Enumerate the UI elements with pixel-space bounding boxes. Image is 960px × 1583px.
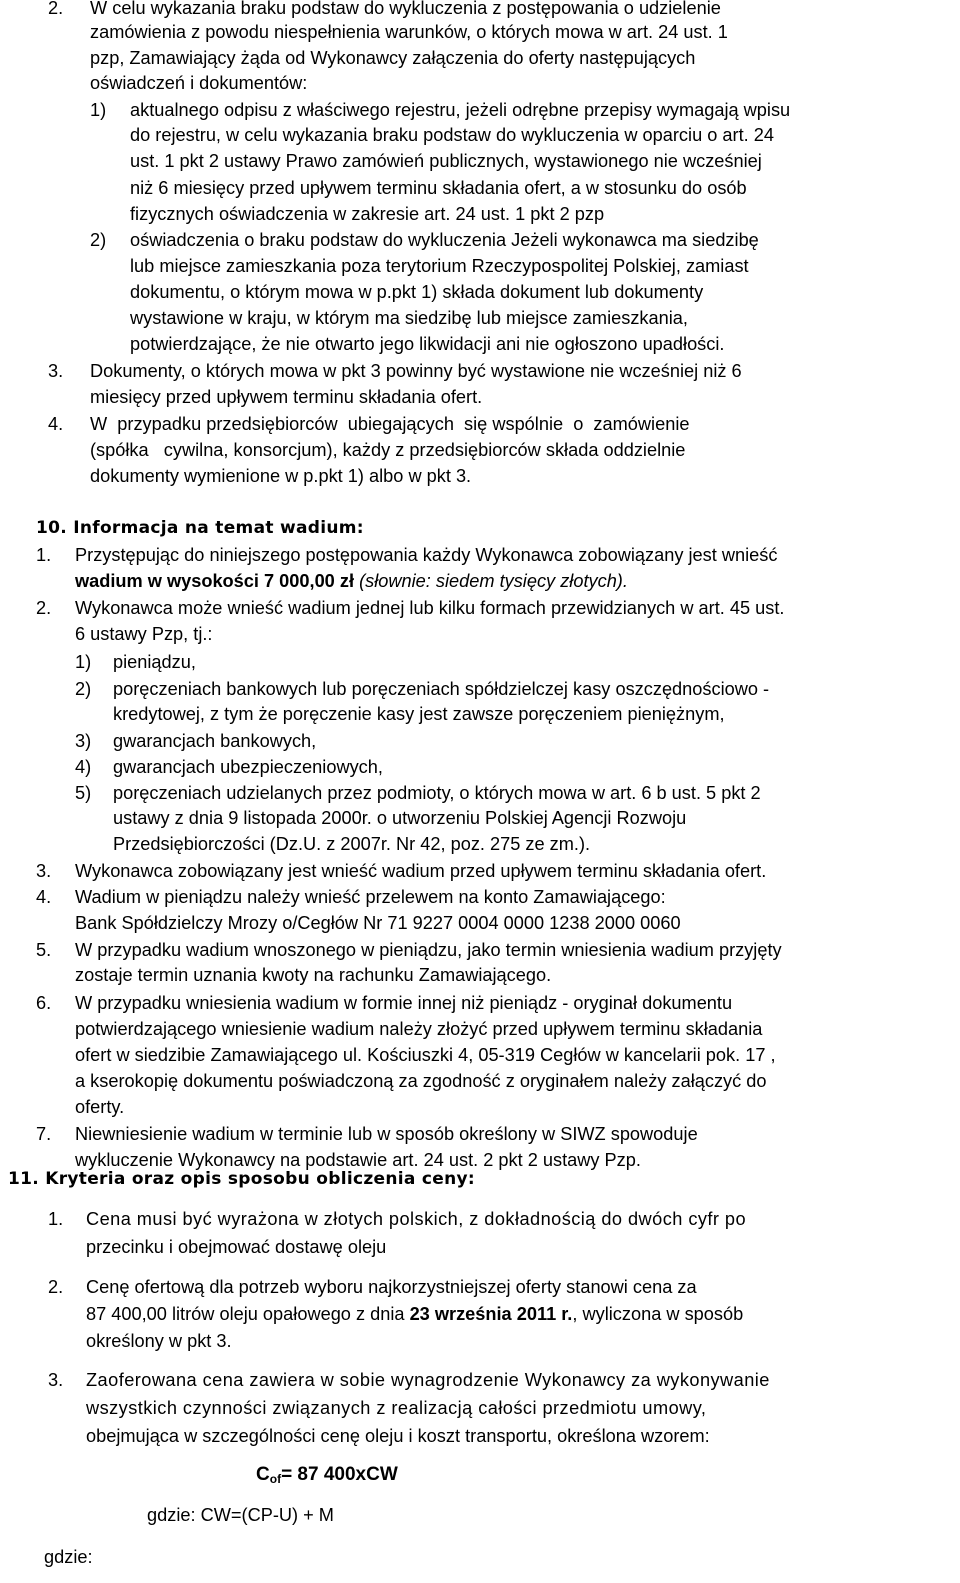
- text-line: wystawione w kraju, w którym ma siedzibę lub miejsce zamieszkania,: [130, 308, 688, 328]
- text-line: Zaoferowana cena zawiera w sobie wynagrodzenie Wykonawcy za wykonywanie: [86, 1370, 770, 1390]
- text-line: W przypadku przedsiębiorców ubiegających się wspólnie o zamówienie: [90, 414, 690, 434]
- list-number: 3.: [48, 361, 64, 381]
- text-line: W celu wykazania braku podstaw do wykluczenia z postępowania o udzielenie: [90, 0, 721, 18]
- text-segment: 87 400,00 litrów oleju opałowego z dnia: [86, 1304, 410, 1324]
- text-line: potwierdzające, że nie otwarto jego likwidacji ani nie ogłoszono upadłości.: [130, 334, 725, 354]
- list-number: 3.: [36, 861, 52, 881]
- text-line: zamówienia z powodu niespełnienia warunków, o których mowa w art. 24 ust. 1: [90, 22, 728, 42]
- section-heading: 10. Informacja na temat wadium:: [36, 518, 364, 538]
- section-heading: 11. Kryteria oraz opis sposobu obliczenia ceny:: [8, 1169, 475, 1189]
- text-line: wykluczenie Wykonawcy na podstawie art. 24 ust. 2 pkt 2 ustawy Pzp.: [75, 1150, 641, 1170]
- list-number: 1.: [48, 1209, 64, 1229]
- text-line: dokumentu, o którym mowa w p.pkt 1) składa dokument lub dokumenty: [130, 282, 704, 302]
- text-line: Wykonawca może wnieść wadium jednej lub kilku formach przewidzianych w art. 45 ust.: [75, 598, 785, 618]
- text-line: niż 6 miesięcy przed upływem terminu składania ofert, a w stosunku do osób: [130, 178, 747, 198]
- text-line: ustawy z dnia 9 listopada 2000r. o utworzeniu Polskiej Agencji Rozwoju: [113, 808, 687, 828]
- formula-symbol: C: [256, 1464, 270, 1485]
- text-line: Cena musi być wyrażona w złotych polskich, z dokładnością do dwóch cyfr po: [86, 1209, 747, 1229]
- wadium-amount: wadium w wysokości 7 000,00 zł: [75, 571, 355, 591]
- text-line: gwarancjach bankowych,: [113, 731, 317, 751]
- text-line: aktualnego odpisu z właściwego rejestru, jeżeli odrębne przepisy wymagają wpisu: [130, 100, 791, 120]
- text-line: ofert w siedzibie Zamawiającego ul. Kościuszki 4, 05-319 Cegłów w kancelarii pok. 17 ,: [75, 1045, 776, 1065]
- formula-definition: gdzie: CW=(CP-U) + M: [147, 1505, 334, 1525]
- text-segment: , wyliczona w sposób: [572, 1304, 744, 1324]
- text-line: a kserokopię dokumentu poświadczoną za zgodność z oryginałem należy załączyć do: [75, 1071, 767, 1091]
- list-number: 2): [90, 230, 107, 250]
- list-number: 3): [75, 731, 92, 751]
- list-number: 4.: [48, 414, 64, 434]
- text-line: oświadczenia o braku podstaw do wykluczenia Jeżeli wykonawca ma siedzibę: [130, 230, 759, 250]
- text-line: gwarancjach ubezpieczeniowych,: [113, 757, 383, 777]
- list-number: 5): [75, 783, 92, 803]
- text-line: Wykonawca zobowiązany jest wnieść wadium przed upływem terminu składania ofert.: [75, 861, 767, 881]
- price-formula: [256, 1462, 398, 1492]
- text-line: W przypadku wniesienia wadium w formie innej niż pieniądz - oryginał dokumentu: [75, 993, 733, 1013]
- list-number: 5.: [36, 940, 52, 960]
- text-line: poręczeniach udzielanych przez podmioty, o których mowa w art. 6 b ust. 5 pkt 2: [113, 783, 761, 803]
- text-line: [75, 569, 628, 593]
- text-line: miesięcy przed upływem terminu składania ofert.: [90, 387, 483, 407]
- text-line: pzp, Zamawiający żąda od Wykonawcy załączenia do oferty następujących: [90, 48, 696, 68]
- text-line: 6 ustawy Pzp, tj.:: [75, 624, 213, 644]
- bank-account: Bank Spółdzielczy Mrozy o/Cegłów Nr 71 9227 0004 0000 1238 2000 0060: [75, 913, 681, 933]
- formula-expression: = 87 400xCW: [281, 1464, 398, 1485]
- text-line: Niewniesienie wadium w terminie lub w sposób określony w SIWZ spowoduje: [75, 1124, 698, 1144]
- list-number: 4.: [36, 887, 52, 907]
- formula-subscript: of: [269, 1472, 282, 1486]
- list-number: 2.: [36, 598, 52, 618]
- text-line: Cenę ofertową dla potrzeb wyboru najkorzystniejszej oferty stanowi cena za: [86, 1277, 697, 1297]
- text-line: kredytowej, z tym że poręczenie kasy jest zawsze poręczeniem pieniężnym,: [113, 704, 725, 724]
- wadium-words: (słownie: siedem tysięcy złotych).: [354, 571, 628, 591]
- text-line: lub miejsce zamieszkania poza terytorium Rzeczypospolitej Polskiej, zamiast: [130, 256, 749, 276]
- text-line: Dokumenty, o których mowa w pkt 3 powinny być wystawione nie wcześniej niż 6: [90, 361, 742, 381]
- text-line: Wadium w pieniądzu należy wnieść przelewem na konto Zamawiającego:: [75, 887, 666, 907]
- list-number: 7.: [36, 1124, 52, 1144]
- text-line: do rejestru, w celu wykazania braku podstaw do wykluczenia w oparciu o art. 24: [130, 125, 774, 145]
- text-line: potwierdzającego wniesienie wadium należy złożyć przed upływem terminu składania: [75, 1019, 763, 1039]
- text-line: poręczeniach bankowych lub poręczeniach spółdzielczej kasy oszczędnościowo -: [113, 679, 770, 699]
- list-number: 2): [75, 679, 92, 699]
- text-line: wszystkich czynności związanych z realizacją całości przedmiotu umowy,: [86, 1398, 707, 1418]
- list-number: 1): [90, 100, 107, 120]
- text-line: Przedsiębiorczości (Dz.U. z 2007r. Nr 42, poz. 275 ze zm.).: [113, 834, 591, 854]
- text-line: ust. 1 pkt 2 ustawy Prawo zamówień publicznych, wystawionego nie wcześniej: [130, 151, 762, 171]
- text-line: określony w pkt 3.: [86, 1331, 232, 1351]
- text-line: Przystępując do niniejszego postępowania każdy Wykonawca zobowiązany jest wnieść: [75, 545, 778, 565]
- text-line: obejmująca w szczególności cenę oleju i koszt transportu, określona wzorem:: [86, 1426, 710, 1446]
- list-number: 4): [75, 757, 92, 777]
- text-line: pieniądzu,: [113, 652, 196, 672]
- text-line: [86, 1302, 743, 1326]
- text-line: zostaje termin uznania kwoty na rachunku Zamawiającego.: [75, 965, 552, 985]
- list-number: 2.: [48, 0, 64, 18]
- text-line: przecinku i obejmować dostawę oleju: [86, 1237, 387, 1257]
- text-line: fizycznych oświadczenia w zakresie art. 24 ust. 1 pkt 2 pzp: [130, 204, 605, 224]
- text-line: oferty.: [75, 1097, 125, 1117]
- text-line: dokumenty wymienione w p.pkt 1) albo w pkt 3.: [90, 466, 472, 486]
- price-date: 23 września 2011 r.: [409, 1304, 573, 1324]
- list-number: 1): [75, 652, 92, 672]
- where-label: gdzie:: [44, 1547, 93, 1567]
- list-number: 3.: [48, 1370, 64, 1390]
- list-number: 1.: [36, 545, 52, 565]
- list-number: 2.: [48, 1277, 64, 1297]
- list-number: 6.: [36, 993, 52, 1013]
- text-line: (spółka cywilna, konsorcjum), każdy z przedsiębiorców składa oddzielnie: [90, 440, 686, 460]
- text-line: oświadczeń i dokumentów:: [90, 73, 308, 93]
- text-line: W przypadku wadium wnoszonego w pieniądzu, jako termin wniesienia wadium przyjęty: [75, 940, 782, 960]
